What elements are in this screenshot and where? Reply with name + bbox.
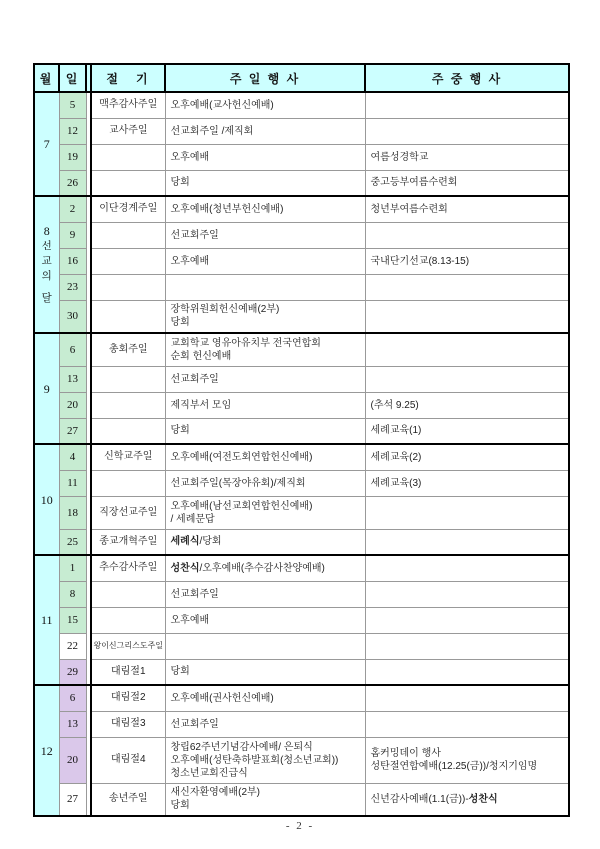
day-cell: 26 xyxy=(59,170,86,196)
season-cell: 송년주일 xyxy=(91,783,165,816)
season-cell: 맥추감사주일 xyxy=(91,92,165,118)
day-cell: 20 xyxy=(59,737,86,783)
col-header-day: 일 xyxy=(59,64,86,92)
day-cell: 4 xyxy=(59,444,86,470)
season-cell xyxy=(91,300,165,333)
day-cell: 1 xyxy=(59,555,86,581)
day-cell: 30 xyxy=(59,300,86,333)
weekday-events-cell xyxy=(365,581,569,607)
day-cell: 27 xyxy=(59,783,86,816)
sunday-events-cell xyxy=(165,300,365,333)
event-text: /오후예배(추수감사찬양예배) xyxy=(199,562,325,574)
event-line xyxy=(171,562,362,575)
month-number: 11 xyxy=(40,613,53,627)
day-cell: 22 xyxy=(59,633,86,659)
event-line: 제직부서 모임 xyxy=(170,399,232,411)
sunday-events-cell xyxy=(165,248,365,274)
day-cell: 19 xyxy=(59,144,86,170)
event-line: 창립62주년기념감사예배/ 은퇴식 xyxy=(170,741,313,753)
event-line: (추석 9.25) xyxy=(370,399,419,411)
sunday-events-cell xyxy=(165,92,365,118)
day-cell: 18 xyxy=(59,496,86,529)
weekday-events-cell xyxy=(365,470,569,496)
event-line: 세례교육(1) xyxy=(370,425,422,437)
month-vertical-label-char: 선 xyxy=(41,240,52,252)
weekday-events-cell xyxy=(365,170,569,196)
event-text: 신년감사예배(1.1(금))- xyxy=(370,793,469,805)
season-cell xyxy=(91,392,165,418)
weekday-events-cell xyxy=(365,685,569,711)
day-cell: 9 xyxy=(59,222,86,248)
event-line: 순회 헌신예배 xyxy=(170,350,232,362)
season-cell: 대림절1 xyxy=(91,659,165,685)
day-cell: 12 xyxy=(59,118,86,144)
weekday-events-cell xyxy=(365,737,569,783)
page-number: - 2 - xyxy=(285,820,315,832)
sunday-events-cell xyxy=(165,529,365,555)
event-line: 장학위원회헌신예배(2부) xyxy=(170,304,280,316)
season-cell xyxy=(91,470,165,496)
weekday-events-cell xyxy=(365,300,569,333)
event-line: 오후예배 xyxy=(170,151,210,163)
schedule-body xyxy=(34,92,569,816)
weekday-events-cell xyxy=(365,633,569,659)
event-text-bold: 세례식 xyxy=(170,536,200,548)
season-cell xyxy=(91,170,165,196)
season-cell: 총회주일 xyxy=(91,333,165,366)
event-line: 선교회주일 xyxy=(170,229,219,241)
weekday-events-cell xyxy=(365,222,569,248)
sunday-events-cell xyxy=(165,633,365,659)
event-line: 중고등부여름수련회 xyxy=(370,177,458,189)
sunday-events-cell xyxy=(165,366,365,392)
event-line: 오후예배(성탄축하발표회(청소년교회)) xyxy=(170,754,339,766)
month-vertical-label-char: 교 xyxy=(41,255,52,267)
season-cell: 왕이신그리스도주일 xyxy=(91,633,165,659)
sunday-events-cell xyxy=(165,196,365,222)
weekday-events-cell xyxy=(365,555,569,581)
sunday-events-cell xyxy=(165,581,365,607)
month-cell xyxy=(34,444,59,555)
season-cell: 대림절4 xyxy=(91,737,165,783)
event-line: 오후예배(청년부헌신예배) xyxy=(170,203,284,215)
weekday-events-cell xyxy=(365,783,569,816)
event-line: 선교회주일 xyxy=(170,373,219,385)
season-cell: 대림절2 xyxy=(91,685,165,711)
event-text: /당회 xyxy=(199,536,222,548)
day-cell: 29 xyxy=(59,659,86,685)
sunday-events-cell xyxy=(165,685,365,711)
sunday-events-cell xyxy=(165,444,365,470)
day-cell: 2 xyxy=(59,196,86,222)
weekday-events-cell xyxy=(365,118,569,144)
month-vertical-label-char: 달 xyxy=(41,292,52,304)
event-line: 오후예배(남선교회연합헌신예배) xyxy=(170,500,313,512)
weekday-events-cell xyxy=(365,711,569,737)
sunday-events-cell xyxy=(165,222,365,248)
event-line: 세례교육(2) xyxy=(370,451,422,463)
day-cell: 8 xyxy=(59,581,86,607)
season-cell xyxy=(91,274,165,300)
day-cell: 23 xyxy=(59,274,86,300)
event-line: 당회 xyxy=(170,666,190,678)
event-line: 당회 xyxy=(170,317,190,329)
weekday-events-cell xyxy=(365,444,569,470)
month-cell xyxy=(34,685,59,816)
sunday-events-cell xyxy=(165,274,365,300)
sunday-events-cell xyxy=(165,496,365,529)
event-line: 당회 xyxy=(170,425,190,437)
sunday-events-cell xyxy=(165,470,365,496)
weekday-events-cell xyxy=(365,607,569,633)
day-cell: 5 xyxy=(59,92,86,118)
day-cell: 6 xyxy=(59,333,86,366)
day-cell: 11 xyxy=(59,470,86,496)
month-cell xyxy=(34,92,59,196)
event-line: 선교회주일 xyxy=(170,718,219,730)
month-cell xyxy=(34,333,59,444)
weekday-events-cell xyxy=(365,659,569,685)
season-cell: 교사주일 xyxy=(91,118,165,144)
event-line: 홈커밍데이 행사 xyxy=(370,748,441,759)
month-number: 8 xyxy=(43,224,50,238)
season-cell: 추수감사주일 xyxy=(91,555,165,581)
event-line: 오후예배(교사헌신예배) xyxy=(170,99,274,111)
day-cell: 27 xyxy=(59,418,86,444)
season-cell xyxy=(91,418,165,444)
weekday-events-cell xyxy=(365,529,569,555)
month-number: 9 xyxy=(43,381,50,396)
season-cell xyxy=(91,144,165,170)
event-line: 당회 xyxy=(170,177,190,189)
season-cell xyxy=(91,248,165,274)
month-cell xyxy=(34,196,59,333)
event-text-bold: 성찬식 xyxy=(468,793,498,805)
season-cell: 직장선교주일 xyxy=(91,496,165,529)
event-line: 당회 xyxy=(170,800,190,812)
season-cell xyxy=(91,581,165,607)
day-cell: 15 xyxy=(59,607,86,633)
event-line: 오후예배(권사헌신예배) xyxy=(170,692,274,704)
weekday-events-cell xyxy=(365,392,569,418)
sunday-events-cell xyxy=(165,659,365,685)
weekday-events-cell xyxy=(365,418,569,444)
event-line: 청년부여름수련회 xyxy=(370,203,448,215)
season-cell: 종교개혁주일 xyxy=(91,529,165,555)
event-line: 선교회주일(목장야유회)/제직회 xyxy=(170,477,306,489)
sunday-events-cell xyxy=(165,170,365,196)
sunday-events-cell xyxy=(165,607,365,633)
day-cell: 16 xyxy=(59,248,86,274)
event-line: 선교회주일 xyxy=(170,588,219,600)
weekday-events-cell xyxy=(365,274,569,300)
event-line: 선교회주일 /제직회 xyxy=(170,125,254,137)
day-cell: 6 xyxy=(59,685,86,711)
season-cell xyxy=(91,222,165,248)
season-cell xyxy=(91,607,165,633)
event-line: 오후예배(여전도회연합헌신예배) xyxy=(170,451,313,463)
event-line xyxy=(371,793,566,806)
event-line: 국내단기선교(8.13-15) xyxy=(370,255,470,267)
month-number: 12 xyxy=(40,743,53,758)
day-cell: 25 xyxy=(59,529,86,555)
event-text-bold: 성찬식 xyxy=(170,562,200,574)
event-line: 성탄절연합예배(12.25(금))/청지기임명 xyxy=(370,761,538,772)
col-header-sunday-events: 주 일 행 사 xyxy=(165,64,365,92)
schedule-table xyxy=(33,63,570,817)
sunday-events-cell xyxy=(165,418,365,444)
season-cell: 대림절3 xyxy=(91,711,165,737)
sunday-events-cell xyxy=(165,555,365,581)
day-cell: 20 xyxy=(59,392,86,418)
event-line: 오후예배 xyxy=(170,614,210,626)
weekday-events-cell xyxy=(365,196,569,222)
event-line: 새신자환영예배(2부) xyxy=(170,787,261,799)
event-line: 청소년교회진급식 xyxy=(170,767,248,779)
month-number: 10 xyxy=(40,492,53,507)
table-header xyxy=(34,64,569,92)
event-line: / 세례문답 xyxy=(170,513,215,525)
month-number: 7 xyxy=(43,137,50,151)
season-cell: 신학교주일 xyxy=(91,444,165,470)
col-header-weekday-events: 주 중 행 사 xyxy=(365,64,569,92)
weekday-events-cell xyxy=(365,496,569,529)
day-cell: 13 xyxy=(59,711,86,737)
sunday-events-cell xyxy=(165,144,365,170)
month-cell xyxy=(34,555,59,685)
event-line: 여름성경학교 xyxy=(370,151,429,163)
sunday-events-cell xyxy=(165,783,365,816)
weekday-events-cell xyxy=(365,92,569,118)
sunday-events-cell xyxy=(165,118,365,144)
weekday-events-cell xyxy=(365,366,569,392)
col-header-month: 월 xyxy=(34,64,59,92)
month-vertical-label-char xyxy=(35,284,59,291)
month-vertical-label-char: 의 xyxy=(41,270,52,282)
event-line xyxy=(171,535,362,548)
event-line: 오후예배 xyxy=(170,255,210,267)
sunday-events-cell xyxy=(165,392,365,418)
season-cell: 이단경계주일 xyxy=(91,196,165,222)
sunday-events-cell xyxy=(165,711,365,737)
weekday-events-cell xyxy=(365,333,569,366)
sunday-events-cell xyxy=(165,333,365,366)
weekday-events-cell xyxy=(365,144,569,170)
sunday-events-cell xyxy=(165,737,365,783)
event-line: 세례교육(3) xyxy=(370,477,422,489)
season-cell xyxy=(91,366,165,392)
day-cell: 13 xyxy=(59,366,86,392)
col-header-season: 절 기 xyxy=(91,64,165,92)
event-line: 교회학교 영유아유치부 전국연합회 xyxy=(170,337,321,349)
weekday-events-cell xyxy=(365,248,569,274)
